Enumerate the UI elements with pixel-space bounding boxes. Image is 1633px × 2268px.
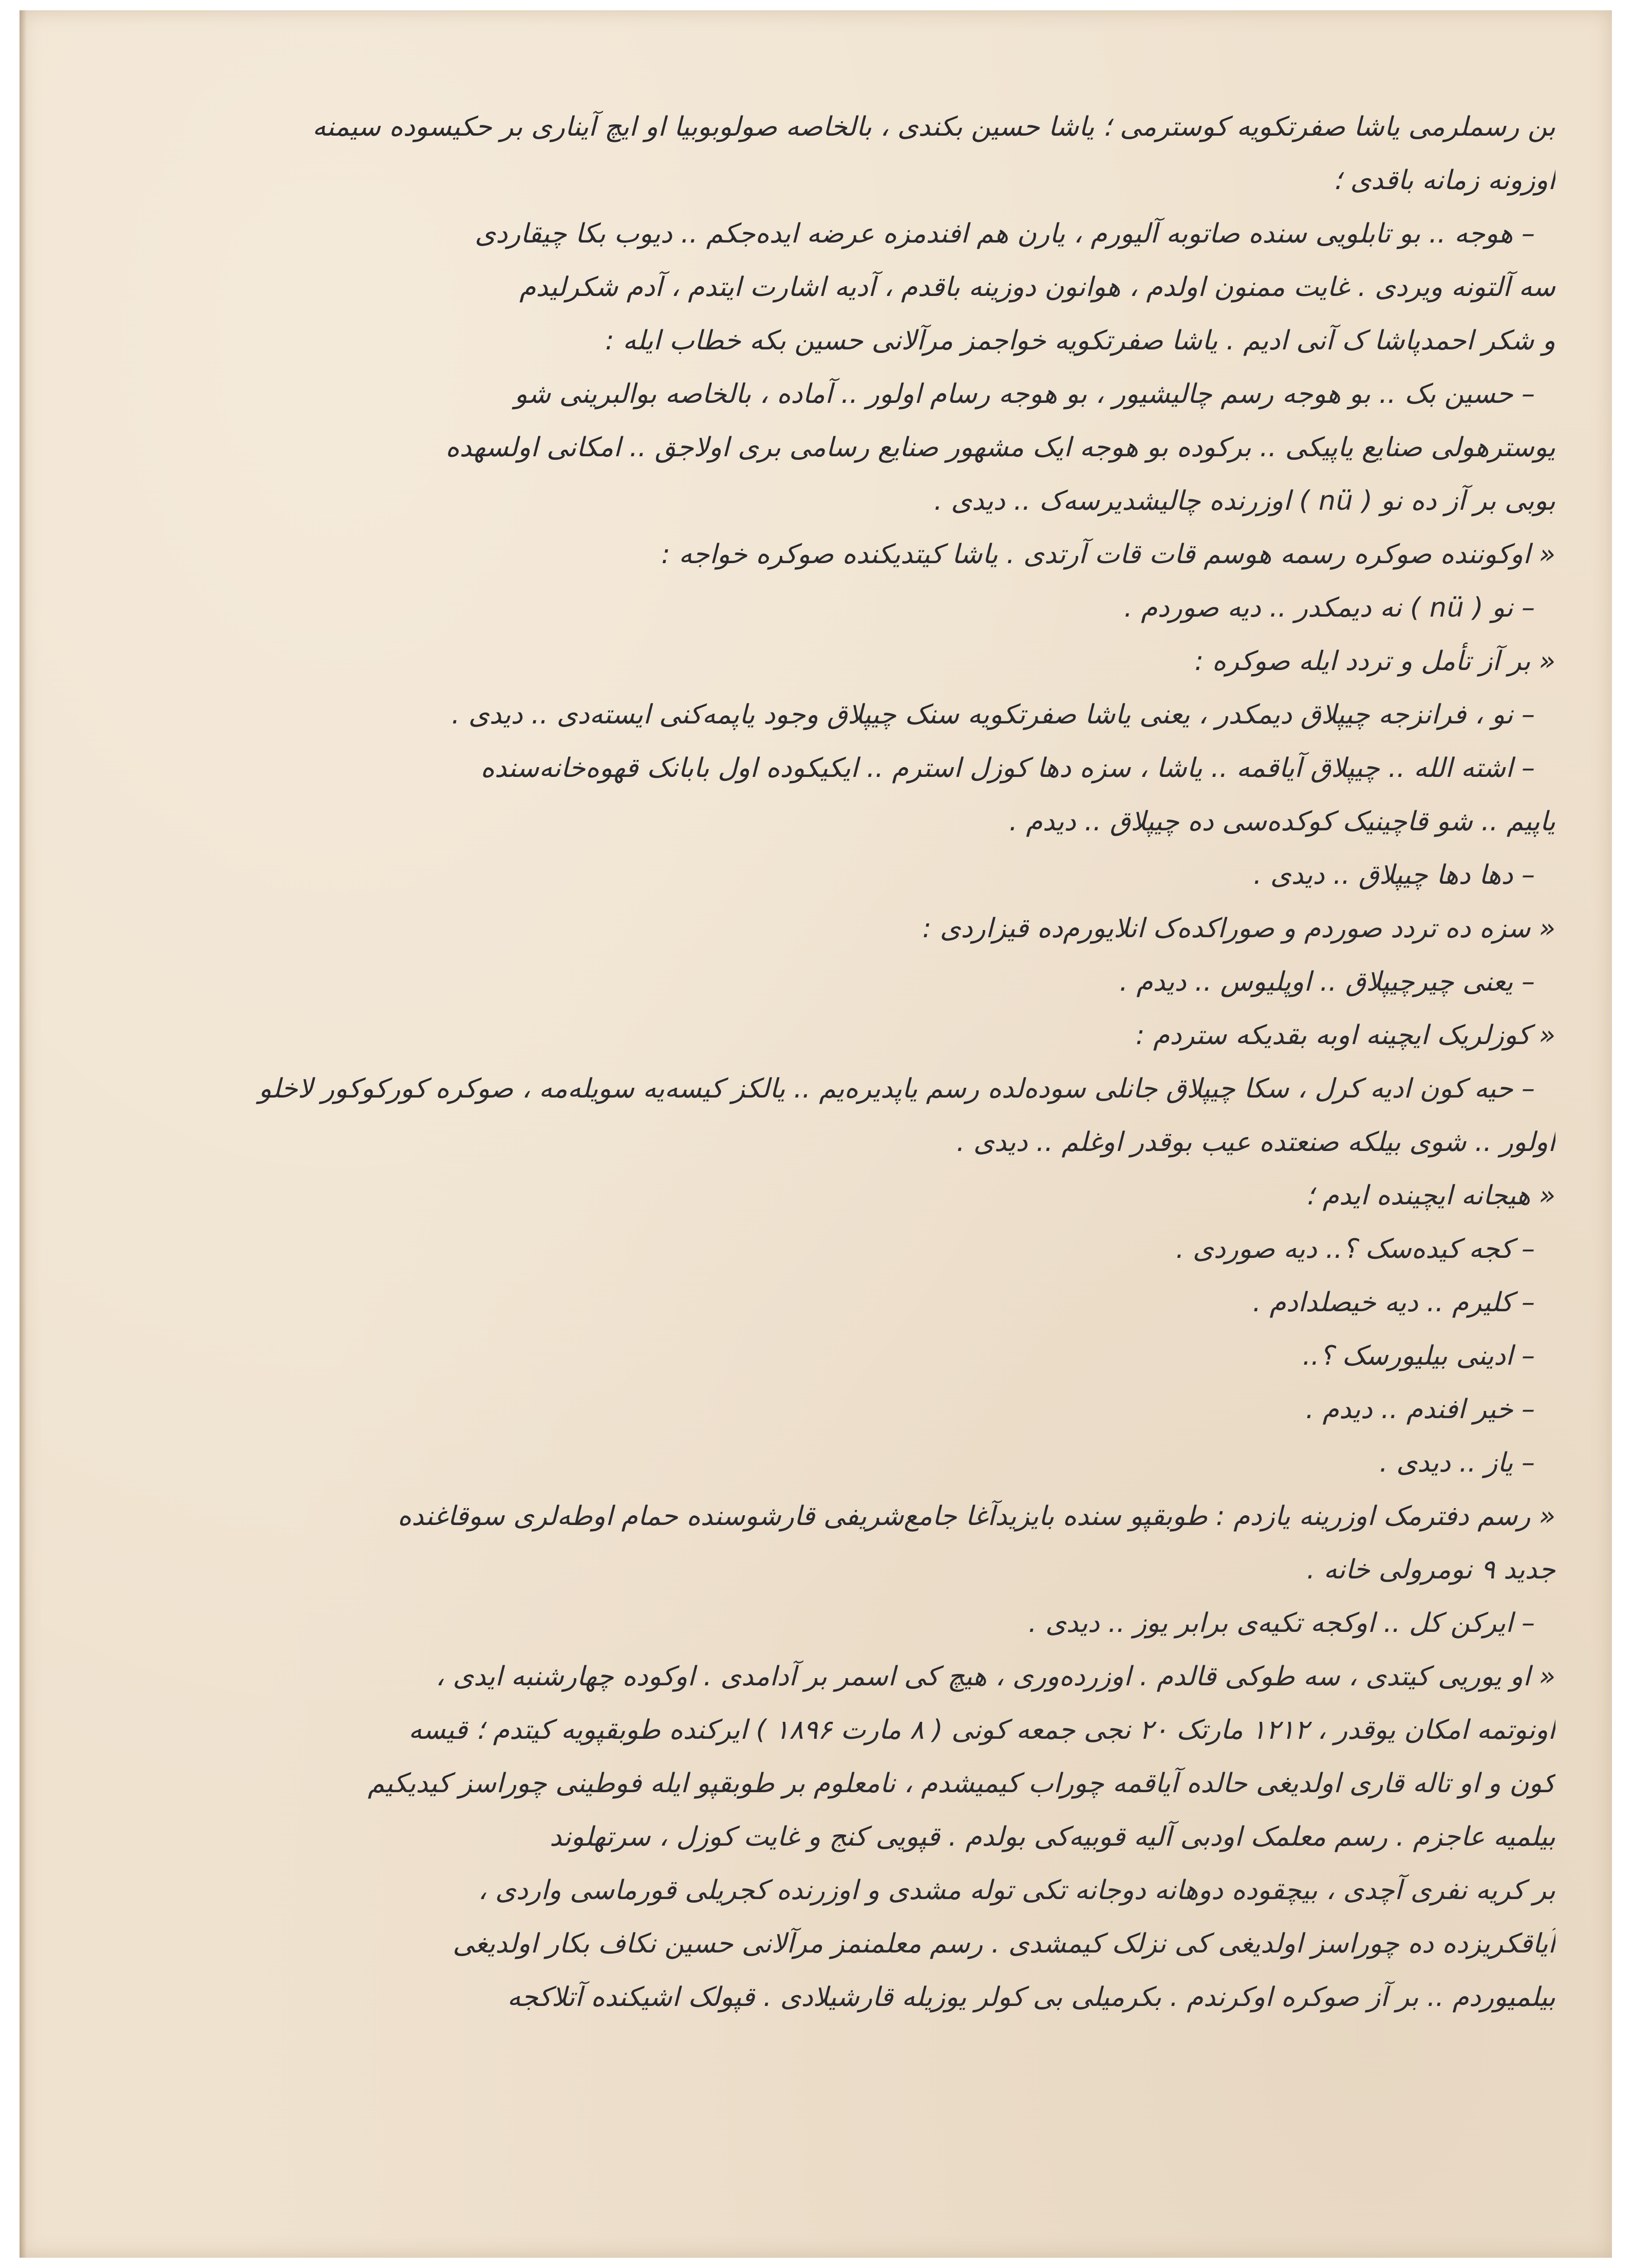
text-line: اونوتمه امکان یوقدر ، ۱۲۱۲ مارتک ۲۰ نجی جمعه کونی ( ۸ مارت ۱۸۹۶ ) ایرکنده طوبقپویه کیتدم ؛ قیسه xyxy=(408,1715,1555,1745)
text-line: یاپیم .. شو قاچینیک کوکده‌سی ده چیپلاق .. دیدم . xyxy=(1009,806,1555,837)
manuscript-page xyxy=(20,10,1612,2258)
text-line: بیلمیه عاجزم . رسم معلمک اودبی آلیه قوبیه‌کی بولدم . قپویی کنج و غایت کوزل ، سرتهلوند xyxy=(549,1821,1555,1852)
text-line: – دها دها چیپلاق .. دیدی . xyxy=(1253,860,1535,890)
page-edge-shadow xyxy=(20,10,27,2258)
text-line: « بر آز تأمل و تردد ایله صوکره : xyxy=(1194,646,1555,677)
text-line: – نو ، فرانزجه چیپلاق دیمکدر ، یعنی یاشا صفرتکویه سنک چیپلاق وجود یاپمه‌کنی ایسته‌دی .. دیدی . xyxy=(451,699,1535,730)
text-line: – حیه کون ادیه کرل ، سکا چیپلاق جانلی سوده‌لده رسم یاپدیره‌یم .. یالکز کیسه‌یه سویله‌مه ، صوکره کورکوکور لاخلو xyxy=(258,1073,1535,1104)
text-line: یوسترهولی صنایع یاپیکی .. برکوده بو هوجه ایک مشهور صنایع رسامی بری اولاجق .. امکانی اولسهده xyxy=(445,432,1555,463)
text-line: – خیر افندم .. دیدم . xyxy=(1305,1394,1535,1425)
text-line: – حسین بک .. بو هوجه رسم چالیشیور ، بو هوجه رسام اولور .. آماده ، بالخاصه بوالبرینی شو xyxy=(514,379,1535,410)
text-line: « اوکوننده صوکره رسمه هوسم قات قات آرتدی . یاشا کیتدیکنده صوکره خواجه : xyxy=(661,539,1555,570)
text-line: کون و او تاله قاری اولدیغی حالده آیاقمه چوراب کیمیشدم ، نامعلوم بر طوبقپو ایله فوطینی چوراسز کیدیکیم xyxy=(367,1768,1555,1799)
text-line: – اشته الله .. چیپلاق آیاقمه .. یاشا ، سزه دها کوزل استرم .. ایکیکوده اول بابانک قهوه‌خانه‌سنده xyxy=(480,753,1535,784)
text-line: جدید ۹ نومرولی خانه . xyxy=(1306,1554,1555,1585)
text-line: و شکر احمدپاشا ک آنی ادیم . یاشا صفرتکویه خواجمز مرآلانی حسین بکه خطاب ایله : xyxy=(605,325,1555,356)
text-line: – کلیرم .. دیه خیصلدادم . xyxy=(1252,1287,1535,1318)
text-line: سه آلتونه ویردی . غایت ممنون اولدم ، هوانون دوزینه باقدم ، آدیه اشارت ایتدم ، آدم شکرلیدم xyxy=(519,272,1555,303)
text-line: – یعنی چیرچیپلاق .. اوپلیوس .. دیدم . xyxy=(1119,966,1535,997)
text-line: « رسم دفترمک اوزرینه یازدم : طوبقپو سنده بایزیدآغا جامع‌شریفی قارشوسنده حمام اوطه‌لری سوقاغنده xyxy=(397,1501,1555,1532)
handwritten-text-block xyxy=(97,100,1555,2024)
text-line: – یاز .. دیدی . xyxy=(1379,1447,1535,1478)
text-line: بن رسملرمی یاشا صفرتکویه کوسترمی ؛ یاشا حسین بکندی ، بالخاصه صولوبوبیا او ایچ آیناری بر حکیسوده سیمنه xyxy=(312,111,1555,142)
text-line: – هوجه .. بو تابلویی سنده صاتوبه آلیورم ، یارن هم افندمزه عرضه ایده‌جکم .. دیوب بکا چیقاردی xyxy=(475,218,1535,249)
text-line: – ایرکن کل .. اوکجه تکیه‌ی برابر یوز .. دیدی . xyxy=(1028,1608,1535,1639)
text-line: بوبی بر آز ده نو ( nü ) اوزرنده چالیشدیرسه‌ک .. دیدی . xyxy=(934,486,1555,516)
text-line: « کوزلریک ایچینه اوبه بقدیکه ستردم : xyxy=(1135,1020,1555,1051)
text-line: – نو ( nü ) نه دیمکدر .. دیه صوردم . xyxy=(1124,592,1535,623)
text-line: بر کریه نفری آچدی ، بیچقوده دوهانه دوجانه تکی توله مشدی و اوزرنده کجریلی قورماسی واردی ، xyxy=(478,1875,1555,1906)
text-line: بیلمیوردم .. بر آز صوکره اوکرندم . بکرمیلی بی کولر یوزیله قارشیلادی . قپولک اشیکنده آتلاکجه xyxy=(507,1982,1555,2013)
text-line: اوزونه زمانه باقدی ؛ xyxy=(1333,165,1555,196)
text-line: « او یوریی کیتدی ، سه طوکی قالدم . اوزرده‌وری ، هیچ کی اسمر بر آدامدی . اوکوده چهارشنبه ایدی ، xyxy=(436,1661,1555,1692)
text-line: « سزه ده تردد صوردم و صوراکده‌ک انلایورم‌ده قیزاردی : xyxy=(922,913,1555,944)
text-line: اولور .. شوی بیلکه صنعتده عیب بوقدر اوغلم .. دیدی . xyxy=(956,1127,1555,1158)
text-line: – ادینی بیلیورسک ؟.. xyxy=(1302,1341,1535,1371)
text-line: – کجه کیده‌سک ؟.. دیه صوردی . xyxy=(1175,1234,1535,1265)
text-line: آیاقکریزده ده چوراسز اولدیغی کی نزلک کیمشدی . رسم معلمنمز مرآلانی حسین نکاف بکار اولدیغی xyxy=(453,1928,1555,1959)
text-line: « هیجانه ایچینده ایدم ؛ xyxy=(1305,1180,1555,1211)
